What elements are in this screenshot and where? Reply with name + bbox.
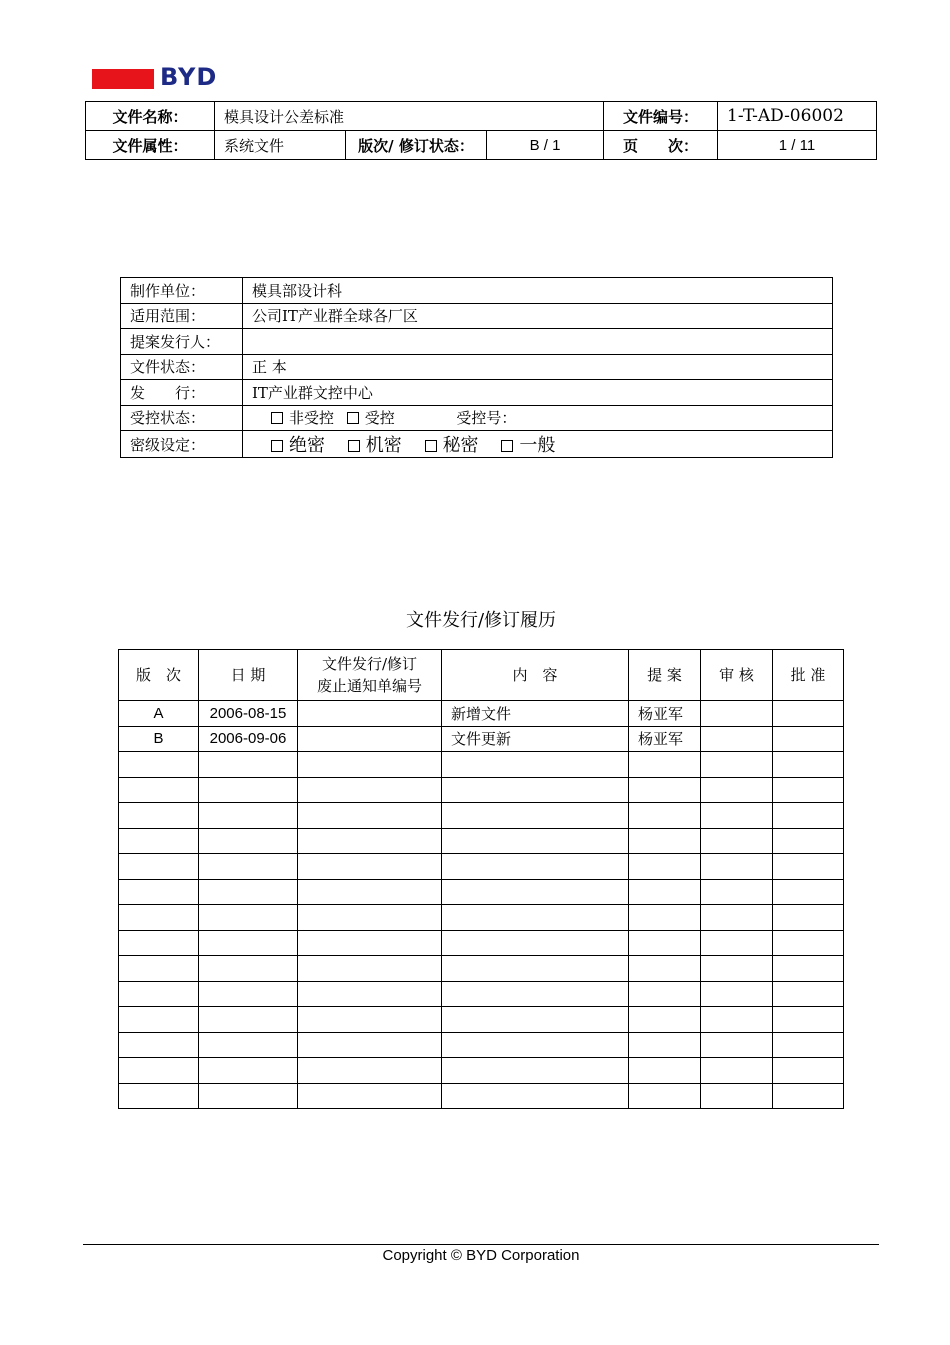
empty-cell — [701, 1083, 773, 1109]
empty-cell — [298, 1032, 442, 1058]
empty-table-row — [119, 1032, 844, 1058]
info-value: 公司IT产业群全球各厂区 — [243, 303, 833, 329]
checkbox-uncontrolled[interactable] — [271, 412, 283, 424]
empty-cell — [199, 752, 298, 778]
empty-cell — [442, 930, 629, 956]
empty-cell — [119, 752, 199, 778]
empty-cell — [773, 803, 844, 829]
checkbox-secret[interactable] — [425, 440, 437, 452]
footer-copyright: Copyright © BYD Corporation — [382, 1247, 580, 1264]
col-content: 内 容 — [442, 650, 629, 701]
cell-version: B — [119, 726, 199, 752]
empty-table-row — [119, 956, 844, 982]
empty-cell — [773, 777, 844, 803]
document-info-table — [120, 277, 833, 458]
empty-cell — [298, 854, 442, 880]
empty-cell — [442, 879, 629, 905]
empty-cell — [629, 854, 701, 880]
file-name-value: 模具设计公差标准 — [215, 102, 604, 131]
cell-version: A — [119, 701, 199, 727]
empty-cell — [701, 752, 773, 778]
page-value: 1 / 11 — [718, 131, 877, 160]
empty-table-row — [119, 1083, 844, 1109]
table-row — [119, 701, 844, 727]
page-label: 页 次： — [604, 131, 718, 160]
empty-cell — [629, 930, 701, 956]
col-version: 版 次 — [119, 650, 199, 701]
empty-cell — [629, 803, 701, 829]
empty-cell — [701, 803, 773, 829]
empty-cell — [701, 854, 773, 880]
col-approve: 批 准 — [773, 650, 844, 701]
empty-table-row — [119, 981, 844, 1007]
empty-cell — [119, 777, 199, 803]
empty-cell — [629, 981, 701, 1007]
file-attr-value: 系统文件 — [215, 131, 346, 160]
empty-cell — [119, 803, 199, 829]
option-general: 一般 — [519, 435, 556, 456]
document-header-table — [85, 101, 877, 160]
info-row — [121, 380, 833, 406]
info-value: 模具部设计科 — [243, 278, 833, 304]
empty-cell — [442, 956, 629, 982]
info-row — [121, 278, 833, 304]
empty-table-row — [119, 879, 844, 905]
empty-cell — [629, 828, 701, 854]
empty-cell — [629, 752, 701, 778]
empty-cell — [119, 981, 199, 1007]
history-header-row — [119, 650, 844, 701]
empty-cell — [773, 930, 844, 956]
empty-cell — [298, 930, 442, 956]
empty-cell — [773, 905, 844, 931]
empty-cell — [119, 1007, 199, 1033]
empty-table-row — [119, 905, 844, 931]
empty-cell — [442, 1083, 629, 1109]
empty-cell — [199, 854, 298, 880]
empty-cell — [773, 752, 844, 778]
cell-proposer: 杨亚军 — [629, 701, 701, 727]
empty-cell — [199, 803, 298, 829]
col-proposer: 提 案 — [629, 650, 701, 701]
empty-cell — [701, 879, 773, 905]
empty-cell — [442, 777, 629, 803]
empty-cell — [119, 1032, 199, 1058]
empty-cell — [701, 777, 773, 803]
empty-cell — [298, 1007, 442, 1033]
empty-cell — [119, 854, 199, 880]
empty-cell — [701, 981, 773, 1007]
empty-cell — [199, 956, 298, 982]
empty-cell — [629, 1058, 701, 1084]
empty-cell — [773, 1007, 844, 1033]
info-row — [121, 329, 833, 355]
empty-cell — [629, 1007, 701, 1033]
empty-cell — [199, 1083, 298, 1109]
control-status-key: 受控状态： — [121, 405, 243, 431]
empty-cell — [701, 930, 773, 956]
col-notice-line2: 废止通知单编号 — [316, 677, 422, 695]
table-row — [119, 726, 844, 752]
empty-cell — [773, 1083, 844, 1109]
cell-content: 新增文件 — [442, 701, 629, 727]
empty-cell — [298, 905, 442, 931]
empty-cell — [119, 1083, 199, 1109]
empty-cell — [119, 828, 199, 854]
file-number-label: 文件编号： — [604, 102, 718, 131]
cell-date: 2006-08-15 — [199, 701, 298, 727]
empty-cell — [199, 1007, 298, 1033]
cell-review — [701, 726, 773, 752]
option-confidential: 机密 — [365, 435, 402, 456]
file-name-label: 文件名称： — [86, 102, 215, 131]
info-key: 发 行： — [121, 380, 243, 406]
info-row — [121, 303, 833, 329]
info-value: 正 本 — [243, 354, 833, 380]
control-number-label: 受控号： — [456, 409, 517, 428]
empty-cell — [701, 1058, 773, 1084]
empty-cell — [298, 1083, 442, 1109]
footer-divider — [83, 1244, 879, 1245]
empty-cell — [298, 879, 442, 905]
empty-cell — [442, 828, 629, 854]
empty-cell — [199, 1032, 298, 1058]
empty-cell — [701, 828, 773, 854]
empty-cell — [119, 879, 199, 905]
cell-approve — [773, 726, 844, 752]
empty-table-row — [119, 854, 844, 880]
cell-notice — [298, 726, 442, 752]
empty-cell — [442, 854, 629, 880]
empty-cell — [773, 828, 844, 854]
byd-logo: BYD — [160, 63, 218, 91]
empty-cell — [773, 956, 844, 982]
empty-cell — [773, 854, 844, 880]
info-value: IT产业群文控中心 — [243, 380, 833, 406]
info-key: 提案发行人： — [121, 329, 243, 355]
empty-cell — [298, 777, 442, 803]
col-notice-number — [298, 650, 442, 701]
empty-table-row — [119, 1058, 844, 1084]
info-row — [121, 354, 833, 380]
empty-cell — [442, 981, 629, 1007]
col-review: 审 核 — [701, 650, 773, 701]
checkbox-controlled[interactable] — [347, 412, 359, 424]
cell-review — [701, 701, 773, 727]
empty-cell — [773, 879, 844, 905]
col-date: 日 期 — [199, 650, 298, 701]
col-notice-line1: 文件发行/修订 — [321, 655, 418, 673]
empty-cell — [298, 956, 442, 982]
empty-table-row — [119, 752, 844, 778]
history-title: 文件发行/修订履历 — [405, 610, 557, 631]
checkbox-top-secret[interactable] — [271, 440, 283, 452]
empty-cell — [773, 1032, 844, 1058]
empty-cell — [629, 905, 701, 931]
info-key: 适用范围： — [121, 303, 243, 329]
info-value — [243, 329, 833, 355]
empty-cell — [442, 1058, 629, 1084]
option-top-secret: 绝密 — [289, 435, 325, 456]
checkbox-general[interactable] — [501, 440, 513, 452]
empty-cell — [442, 905, 629, 931]
empty-table-row — [119, 828, 844, 854]
empty-cell — [298, 828, 442, 854]
option-uncontrolled: 非受控 — [289, 409, 335, 428]
checkbox-confidential[interactable] — [348, 440, 360, 452]
empty-cell — [629, 1083, 701, 1109]
file-attr-label: 文件属性： — [86, 131, 215, 160]
empty-cell — [773, 981, 844, 1007]
empty-cell — [199, 1058, 298, 1084]
empty-cell — [701, 905, 773, 931]
empty-cell — [701, 1007, 773, 1033]
cell-notice — [298, 701, 442, 727]
file-number-value: 1-T-AD-06002 — [718, 102, 877, 131]
empty-cell — [629, 777, 701, 803]
cell-approve — [773, 701, 844, 727]
empty-cell — [298, 981, 442, 1007]
empty-cell — [701, 956, 773, 982]
empty-cell — [119, 956, 199, 982]
empty-cell — [629, 956, 701, 982]
cell-content: 文件更新 — [442, 726, 629, 752]
empty-table-row — [119, 777, 844, 803]
empty-cell — [629, 1032, 701, 1058]
empty-cell — [119, 930, 199, 956]
empty-cell — [442, 752, 629, 778]
empty-cell — [442, 803, 629, 829]
empty-cell — [199, 828, 298, 854]
cell-date: 2006-09-06 — [199, 726, 298, 752]
empty-cell — [199, 905, 298, 931]
empty-cell — [199, 879, 298, 905]
control-status-row — [121, 405, 833, 431]
empty-cell — [199, 930, 298, 956]
secret-level-row — [121, 431, 833, 458]
info-key: 文件状态： — [121, 354, 243, 380]
empty-cell — [629, 879, 701, 905]
logo-red-bar — [92, 69, 154, 89]
cell-proposer: 杨亚军 — [629, 726, 701, 752]
empty-cell — [442, 1007, 629, 1033]
version-label: 版次/ 修订状态： — [346, 131, 487, 160]
empty-cell — [298, 752, 442, 778]
empty-cell — [119, 905, 199, 931]
empty-cell — [298, 803, 442, 829]
empty-table-row — [119, 803, 844, 829]
empty-table-row — [119, 930, 844, 956]
info-key: 制作单位： — [121, 278, 243, 304]
version-value: B / 1 — [487, 131, 604, 160]
option-controlled: 受控 — [364, 409, 395, 428]
empty-table-row — [119, 1007, 844, 1033]
empty-cell — [298, 1058, 442, 1084]
option-secret: 秘密 — [442, 435, 479, 456]
empty-cell — [119, 1058, 199, 1084]
empty-cell — [701, 1032, 773, 1058]
empty-cell — [199, 981, 298, 1007]
empty-cell — [773, 1058, 844, 1084]
empty-cell — [199, 777, 298, 803]
secret-level-key: 密级设定： — [121, 431, 243, 458]
empty-cell — [442, 1032, 629, 1058]
revision-history-table — [118, 649, 844, 1109]
